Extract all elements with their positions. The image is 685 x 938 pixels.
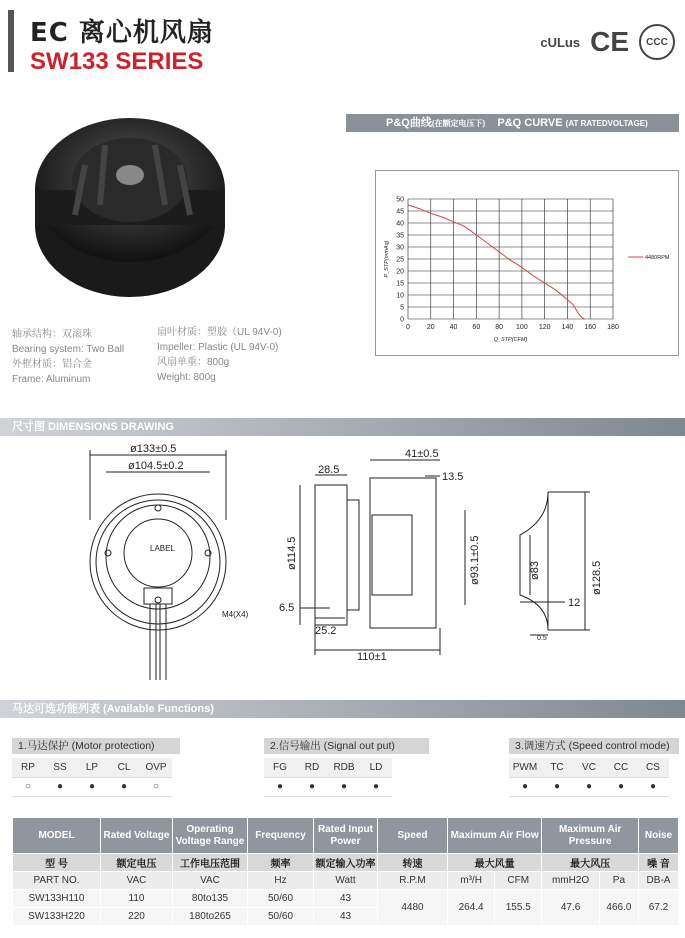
- function-mark: ●: [605, 777, 637, 796]
- table-cell: SW133H110: [13, 890, 101, 908]
- dim-w-12: 12: [568, 597, 581, 609]
- dim-w-28: 28.5: [318, 464, 340, 476]
- header-rated-voltage: Rated Voltage: [101, 818, 173, 854]
- unit-cell: PART NO.: [13, 872, 101, 890]
- series-line: [408, 205, 585, 319]
- legend-label: 4480RPM: [645, 255, 670, 261]
- header-operating-voltage: Operating Voltage Range: [173, 818, 248, 854]
- header-rated-power: Rated Input Power: [314, 818, 378, 854]
- function-group-title: 2.信号输出 (Signal out put): [264, 738, 429, 754]
- table-cell: 180to265: [173, 908, 248, 926]
- function-item: CL: [108, 758, 140, 777]
- y-tick-label: 40: [396, 220, 404, 228]
- y-tick-label: 45: [396, 208, 404, 216]
- function-item: CC: [605, 758, 637, 777]
- header-cn: 最大风量: [448, 854, 542, 872]
- function-item: OVP: [140, 758, 172, 777]
- spec-table: [12, 817, 679, 926]
- pq-title-cn-small: (在额定电压下): [431, 119, 486, 128]
- function-mark: ●: [76, 777, 108, 796]
- table-cell: 50/60: [248, 890, 314, 908]
- table-cell: 220: [101, 908, 173, 926]
- x-tick-label: 120: [538, 324, 551, 331]
- series-title: [30, 48, 203, 76]
- weight-cn: 风扇单重：800g: [157, 357, 230, 368]
- function-item: PWM: [509, 758, 541, 777]
- dim-w-6: 6.5: [279, 602, 295, 614]
- x-tick-label: 160: [584, 324, 597, 331]
- x-tick-label: 0: [406, 324, 410, 331]
- function-item: SS: [44, 758, 76, 777]
- function-mark: ●: [573, 777, 605, 796]
- function-mark: ○: [140, 777, 172, 796]
- table-cell-pressure-pa: 466.0: [599, 890, 638, 926]
- x-tick-label: 80: [495, 324, 504, 331]
- dim-d-83: ø83: [529, 561, 541, 580]
- pq-title-cn: P&Q曲线: [386, 117, 432, 129]
- pq-chart-svg: [376, 171, 680, 357]
- dim-w-13: 13.5: [442, 471, 464, 483]
- x-axis-label: Q_STP(CFM): [493, 337, 528, 343]
- unit-cell: VAC: [173, 872, 248, 890]
- function-item: TC: [541, 758, 573, 777]
- header-speed: Speed: [378, 818, 448, 854]
- function-mark: ●: [296, 777, 328, 796]
- y-tick-label: 5: [400, 304, 404, 312]
- function-table: [264, 758, 392, 797]
- unit-cell: Pa: [599, 872, 638, 890]
- y-tick-label: 10: [396, 292, 404, 300]
- function-group-title: 1.马达保护 (Motor protection): [12, 738, 180, 754]
- table-cell: 80to135: [173, 890, 248, 908]
- dim-d-128: ø128.5: [591, 560, 603, 595]
- ul-cert-icon: cULus: [540, 34, 581, 50]
- y-tick-label: 30: [396, 244, 404, 252]
- table-cell: 43: [314, 890, 378, 908]
- unit-cell: CFM: [495, 872, 542, 890]
- bearing-en: Bearing system: Two Ball: [12, 344, 125, 355]
- pq-chart: [375, 170, 679, 356]
- y-tick-label: 50: [396, 196, 404, 204]
- unit-cell: Hz: [248, 872, 314, 890]
- spec-left: [12, 327, 124, 387]
- header-model: MODEL: [13, 818, 101, 854]
- ce-cert-icon: CE: [590, 26, 629, 57]
- function-item: LP: [76, 758, 108, 777]
- unit-cell: Watt: [314, 872, 378, 890]
- function-mark: ●: [360, 777, 392, 796]
- page-title: EC 离心机风扇: [30, 18, 214, 48]
- unit-cell: DB-A: [639, 872, 679, 890]
- header-cn: 额定电压: [101, 854, 173, 872]
- function-group-signal: [264, 738, 429, 797]
- function-item: CS: [637, 758, 669, 777]
- dim-w-41: 41±0.5: [405, 448, 439, 460]
- function-mark: ○: [12, 777, 44, 796]
- table-cell-noise: 67.2: [639, 890, 679, 926]
- function-mark: ●: [541, 777, 573, 796]
- function-group-title: 3.调速方式 (Speed control mode): [509, 738, 679, 754]
- fan-photo: [30, 95, 230, 305]
- header-cn: 频率: [248, 854, 314, 872]
- weight-en: Weight: 800g: [157, 372, 216, 383]
- accent-bar: [8, 10, 14, 72]
- frame-en: Frame: Aluminum: [12, 374, 91, 385]
- header-pressure: Maximum Air Pressure: [542, 818, 639, 854]
- header-cn: 噪 音: [639, 854, 679, 872]
- unit-cell: VAC: [101, 872, 173, 890]
- y-tick-label: 0: [400, 316, 404, 324]
- x-tick-label: 100: [516, 324, 528, 331]
- spec-right: [157, 325, 282, 385]
- dimensions-drawing: [0, 440, 685, 690]
- y-tick-label: 20: [396, 268, 404, 276]
- table-cell: 110: [101, 890, 173, 908]
- pq-section-bar: [346, 114, 679, 132]
- dim-label: LABEL: [150, 544, 175, 553]
- function-item: RD: [296, 758, 328, 777]
- unit-cell: R.P.M: [378, 872, 448, 890]
- ccc-cert-icon: CCC: [639, 24, 675, 60]
- x-tick-label: 40: [449, 324, 458, 331]
- table-cell-airflow-cfm: 155.5: [495, 890, 542, 926]
- dim-w-25: 25.2: [315, 625, 337, 637]
- header-cn: 最大风压: [542, 854, 639, 872]
- dim-d-outer: ø133±0.5: [130, 443, 177, 455]
- header-cn: 额定输入功率: [314, 854, 378, 872]
- impeller-cn: 扇叶材质：塑胶（UL 94V-0): [157, 327, 282, 338]
- series-prefix: SW: [30, 48, 69, 75]
- header-cn: 工作电压范围: [173, 854, 248, 872]
- dim-h-93: ø93.1±0.5: [469, 535, 481, 585]
- table-cell: 43: [314, 908, 378, 926]
- table-cell-airflow-m3h: 264.4: [448, 890, 495, 926]
- certifications: [540, 24, 675, 60]
- bearing-cn: 轴承结构：双滚珠: [12, 329, 92, 340]
- function-item: VC: [573, 758, 605, 777]
- dim-mount: M4(X4): [222, 610, 249, 619]
- dim-w-05: 0.5: [537, 635, 547, 642]
- y-tick-label: 25: [396, 256, 404, 264]
- impeller-en: Impeller: Plastic (UL 94V-0): [157, 342, 279, 353]
- table-cell-speed: 4480: [378, 890, 448, 926]
- function-item: RDB: [328, 758, 360, 777]
- function-table: [509, 758, 669, 797]
- table-cell: 50/60: [248, 908, 314, 926]
- x-tick-label: 60: [472, 324, 481, 331]
- header-cn: 型 号: [13, 854, 101, 872]
- dim-d-inner: ø104.5±0.2: [128, 460, 184, 472]
- function-mark: ●: [108, 777, 140, 796]
- function-item: LD: [360, 758, 392, 777]
- series-name: 133 SERIES: [68, 48, 204, 75]
- function-group-motor: [12, 738, 180, 797]
- table-row: [13, 890, 679, 908]
- function-mark: ●: [637, 777, 669, 796]
- functions-section-bar: 马达可选功能列表 (Available Functions): [0, 700, 685, 718]
- function-table: [12, 758, 172, 797]
- function-mark: ●: [328, 777, 360, 796]
- function-mark: ●: [509, 777, 541, 796]
- header-frequency: Frequency: [248, 818, 314, 854]
- y-tick-label: 35: [396, 232, 404, 240]
- header-noise: Noise: [639, 818, 679, 854]
- dim-h-114: ø114.5: [286, 536, 298, 570]
- header-airflow: Maximum Air Flow: [448, 818, 542, 854]
- pq-title-en-small: (AT RATEDVOLTAGE): [565, 119, 648, 128]
- unit-cell: mmH2O: [542, 872, 599, 890]
- function-mark: ●: [44, 777, 76, 796]
- function-item: FG: [264, 758, 296, 777]
- x-tick-label: 140: [561, 324, 574, 331]
- table-cell: SW133H220: [13, 908, 101, 926]
- dim-w-110: 110±1: [357, 651, 387, 663]
- dimensions-section-bar: 尺寸图 DIMENSIONS DRAWING: [0, 418, 685, 436]
- function-mark: ●: [264, 777, 296, 796]
- y-axis-label: P_STP(mmAq): [384, 240, 390, 278]
- x-tick-label: 180: [607, 324, 619, 331]
- frame-cn: 外框材质：铝合金: [12, 359, 92, 370]
- unit-cell: m³/H: [448, 872, 495, 890]
- pq-title-en: P&Q CURVE: [497, 117, 563, 129]
- header-cn: 转速: [378, 854, 448, 872]
- y-tick-label: 15: [396, 280, 404, 288]
- function-group-speed: [509, 738, 679, 797]
- table-cell-pressure-mmh2o: 47.6: [542, 890, 599, 926]
- x-tick-label: 20: [426, 324, 435, 331]
- function-item: RP: [12, 758, 44, 777]
